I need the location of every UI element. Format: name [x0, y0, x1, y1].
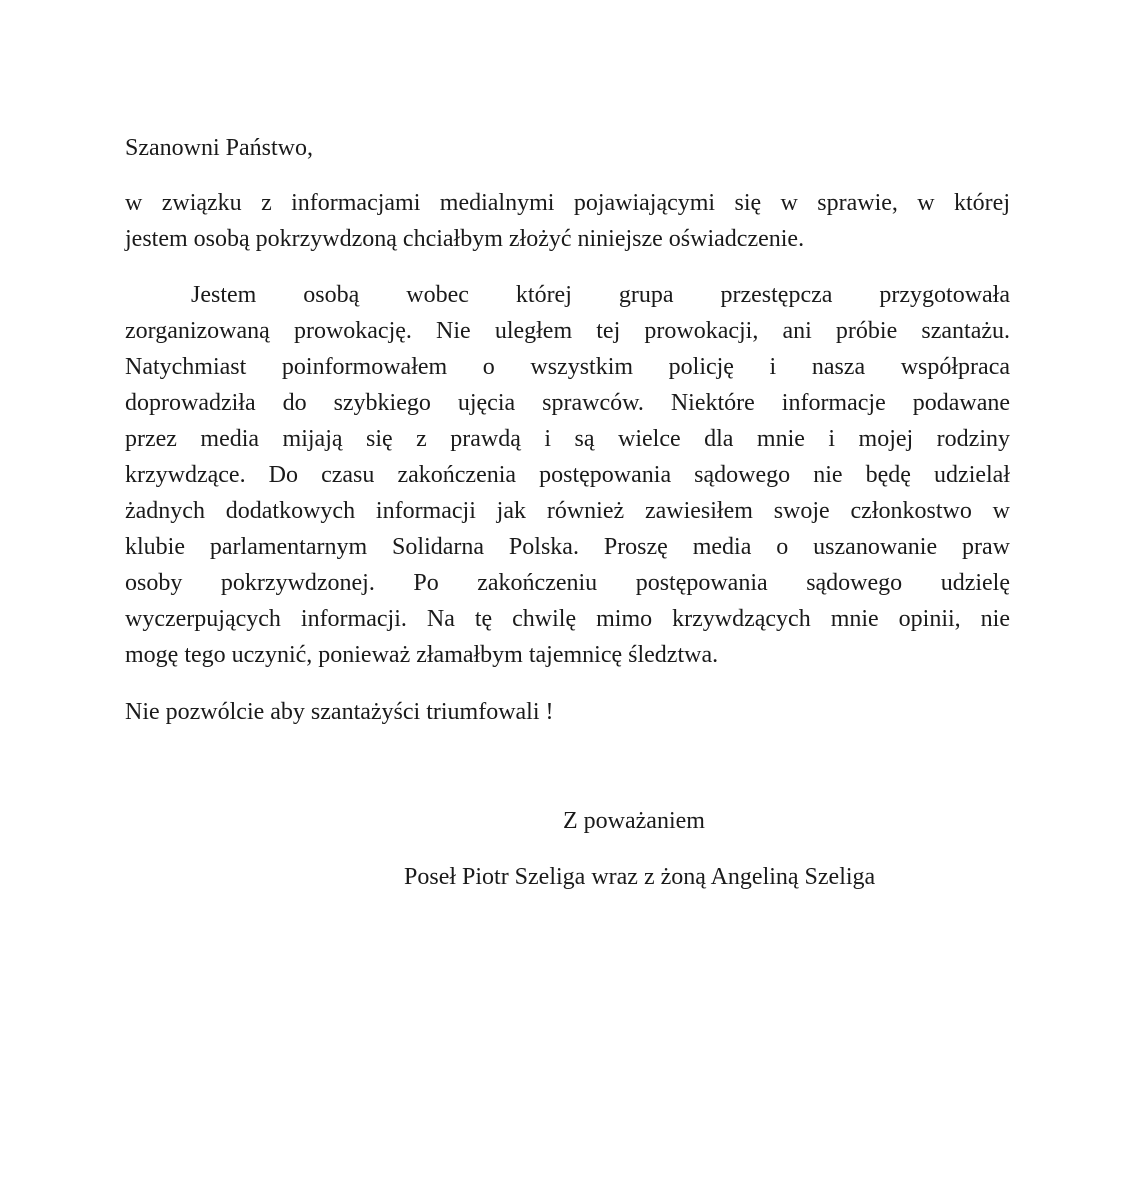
- body-line: osoby pokrzywdzonej. Po zakończeniu postępowania sądowego udzielę: [125, 570, 1010, 596]
- regards: Z poważaniem: [563, 808, 705, 834]
- greeting: Szanowni Państwo,: [125, 135, 313, 161]
- body-line: mogę tego uczynić, ponieważ złamałbym tajemnicę śledztwa.: [125, 642, 719, 668]
- body-line: Natychmiast poinformowałem o wszystkim policję i nasza współpraca: [125, 354, 1010, 380]
- intro-line: jestem osobą pokrzywdzoną chciałbym złożyć niniejsze oświadczenie.: [125, 226, 805, 252]
- closing-appeal: Nie pozwólcie aby szantażyści triumfowali !: [125, 699, 554, 725]
- body-line: wyczerpujących informacji. Na tę chwilę mimo krzywdzących mnie opinii, nie: [125, 606, 1010, 632]
- intro-line: w związku z informacjami medialnymi pojawiającymi się w sprawie, w której: [125, 190, 1010, 216]
- body-line: doprowadziła do szybkiego ujęcia sprawców. Niektóre informacje podawane: [125, 390, 1010, 416]
- body-line: przez media mijają się z prawdą i są wielce dla mnie i mojej rodziny: [125, 426, 1010, 452]
- body-line: zorganizowaną prowokację. Nie uległem tej prowokacji, ani próbie szantażu.: [125, 318, 1010, 344]
- body-line: żadnych dodatkowych informacji jak również zawiesiłem swoje członkostwo w: [125, 498, 1010, 524]
- body-line: krzywdzące. Do czasu zakończenia postępowania sądowego nie będę udzielał: [125, 462, 1010, 488]
- body-line: klubie parlamentarnym Solidarna Polska. Proszę media o uszanowanie praw: [125, 534, 1010, 560]
- body-line: Jestem osobą wobec której grupa przestępcza przygotowała: [191, 282, 1010, 308]
- signature: Poseł Piotr Szeliga wraz z żoną Angeliną Szeliga: [404, 864, 876, 890]
